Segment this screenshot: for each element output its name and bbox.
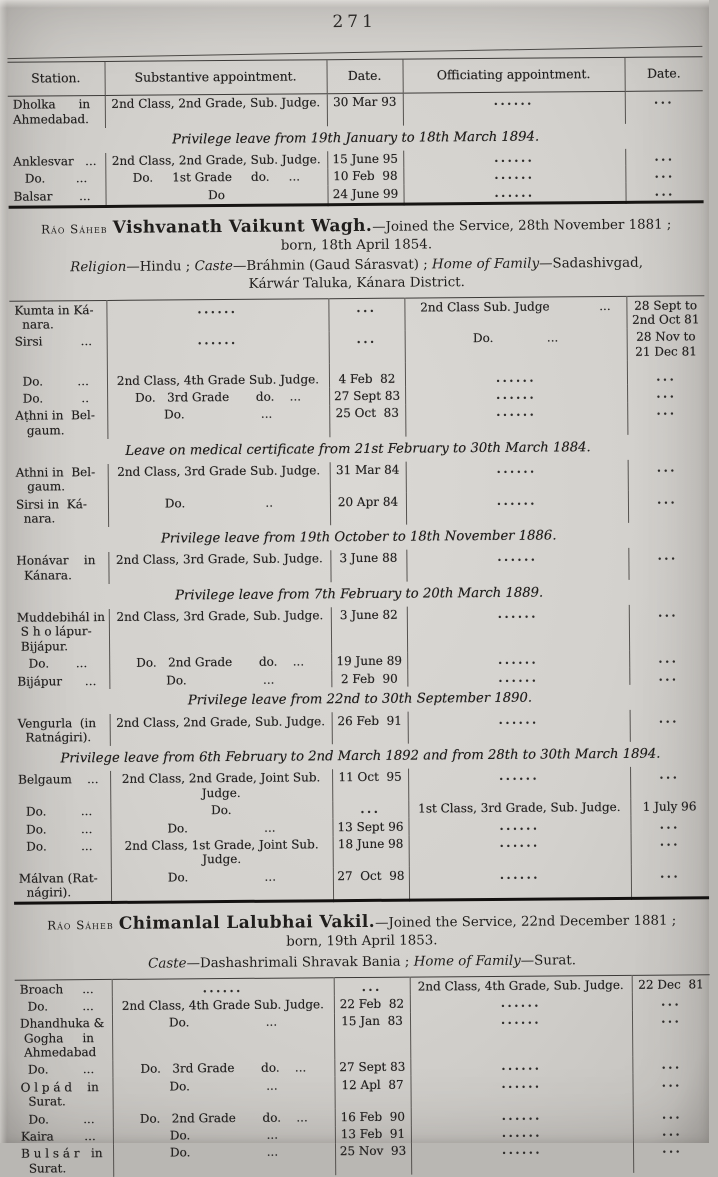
detail-part: Caste xyxy=(194,259,234,275)
cell-date: 13 Feb 91 xyxy=(335,1125,411,1143)
cell-officiating-appointment: ...... xyxy=(403,91,625,125)
cell-officiating-date: ... xyxy=(628,547,706,579)
cell-station: Do. ... xyxy=(18,821,93,837)
detail-part: Home of Family xyxy=(431,256,540,273)
cell-officiating-appointment: ...... xyxy=(407,668,629,687)
cell-officiating-date: ... xyxy=(632,1074,710,1106)
cell-substantive-appointment: 2nd Class, 3rd Grade Sub. Judge. xyxy=(108,462,330,496)
col-header-station: Station. xyxy=(7,61,104,96)
cell-substantive-appointment: 2nd Class, 2nd Grade, Sub. Judge. xyxy=(110,713,332,747)
cell-substantive-appointment: Do. ... xyxy=(112,1077,334,1111)
cell-date: 27 Sept 83 xyxy=(329,387,405,405)
cell-officiating-date: ... xyxy=(632,993,710,1011)
detail-part: —Hindu ; xyxy=(126,259,195,275)
cell-substantive-appointment: Do. ... xyxy=(109,670,331,689)
cell-station: Vengurla (in Ratnágiri). xyxy=(17,715,97,745)
cell-officiating-date: ... xyxy=(628,459,706,491)
cell-substantive-appointment: Do. ... xyxy=(112,1013,334,1061)
cell-station: Do. ... xyxy=(17,656,88,671)
cell-date: 2 Feb 90 xyxy=(331,670,407,688)
table-1-body xyxy=(8,91,704,207)
cell-station: Do. ... xyxy=(13,171,88,187)
cell-date: 15 June 95 xyxy=(327,150,403,168)
cell-substantive-appointment: Do. xyxy=(110,801,332,820)
cell-station: Aṭhni in Bel- gaum. xyxy=(15,408,95,438)
cell-station: Do. ... xyxy=(20,1062,95,1078)
cell-substantive-appointment: Do. ... xyxy=(113,1126,335,1145)
detail-part: Religion xyxy=(70,259,127,276)
cell-station: Málvan (Rat- nágiri). xyxy=(18,870,98,900)
cell-officiating-date: ... xyxy=(627,402,705,434)
cell-station: Bijápur ... xyxy=(17,673,97,689)
cell-officiating-appointment: ...... xyxy=(405,385,627,404)
cell-date: 24 June 99 xyxy=(327,185,403,204)
officer-title: Ráo Sáheb xyxy=(47,917,114,933)
cell-station: Muddebihál in S h o lápur- Bijápur. xyxy=(16,610,106,654)
service-table-1 xyxy=(7,56,703,208)
cell-date: ... xyxy=(334,977,410,995)
cell-substantive-appointment: ...... xyxy=(112,978,334,998)
cell-station: Do. ... xyxy=(18,839,93,854)
cell-substantive-appointment: Do. 3rd Grade do. ... xyxy=(112,1059,334,1078)
cell-officiating-date: ... xyxy=(632,1056,710,1074)
cell-officiating-appointment: ...... xyxy=(408,816,630,835)
cell-officiating-appointment: ...... xyxy=(407,651,629,670)
cell-officiating-appointment: 1st Class, 3rd Grade, Sub. Judge. xyxy=(408,799,630,818)
cell-officiating-appointment: ...... xyxy=(409,865,631,900)
cell-date: 31 Mar 84 xyxy=(330,461,406,493)
cell-substantive-appointment: 2nd Class, 2nd Grade, Sub. Judge. xyxy=(105,151,327,170)
detail-part: Caste xyxy=(148,955,187,972)
cell-officiating-date: ... xyxy=(633,1123,711,1141)
cell-officiating-appointment: ...... xyxy=(410,1011,632,1059)
table-header xyxy=(7,57,702,96)
cell-date: 25 Nov 93 xyxy=(335,1143,411,1175)
cell-officiating-date: ... xyxy=(630,766,708,798)
cell-date: 27 Sept 83 xyxy=(334,1059,410,1077)
cell-station: O l p á d in Surat. xyxy=(20,1079,99,1109)
cell-officiating-date: 1 July 96 xyxy=(630,798,708,816)
cell-station: Dhandhuka & Gogha in Ahmedabad xyxy=(19,1016,105,1060)
cell-officiating-date: ... xyxy=(631,833,709,865)
cell-officiating-date: ... xyxy=(629,604,707,651)
cell-officiating-date: ... xyxy=(631,865,709,899)
cell-date: 27 Oct 98 xyxy=(333,867,409,901)
leave-note: Privilege leave from 7th February to 20th March 1889. xyxy=(175,585,544,604)
cell-officiating-appointment: ...... xyxy=(408,710,630,744)
col-header-officiating: Officiating appointment. xyxy=(402,57,624,93)
detail-part: —Surat. xyxy=(520,952,577,969)
detail-part: Home of Family xyxy=(413,953,521,970)
cell-substantive-appointment: ...... xyxy=(107,331,329,365)
cell-substantive-appointment: Do xyxy=(105,185,327,206)
cell-date: 3 June 88 xyxy=(330,550,406,582)
cell-date: ... xyxy=(332,800,408,818)
cell-substantive-appointment: Do. ... xyxy=(113,1143,335,1177)
cell-officiating-appointment: 2nd Class, 4th Grade, Sub. Judge. xyxy=(410,975,632,995)
cell-substantive-appointment: 2nd Class, 3rd Grade, Sub. Judge. xyxy=(108,550,330,584)
officer-name: Vishvanath Vaikunt Wagh. xyxy=(112,215,373,238)
cell-officiating-appointment: ...... xyxy=(410,1074,632,1108)
cell-station: Do. ... xyxy=(14,373,89,389)
cell-station: Sirsi ... xyxy=(14,334,93,349)
cell-station: Sirsi in Ká- nara. xyxy=(15,496,87,526)
cell-substantive-appointment: ...... xyxy=(106,299,328,333)
cell-officiating-date: ... xyxy=(630,815,708,833)
cell-station: Do. .. xyxy=(15,391,90,406)
cell-officiating-date: ... xyxy=(632,1010,710,1057)
cell-substantive-appointment: 2nd Class, 3rd Grade, Sub. Judge. xyxy=(109,607,331,655)
officer-joined-text: —Joined the Service, 22nd December 1881 ; xyxy=(375,913,677,931)
cell-officiating-appointment: ...... xyxy=(410,993,632,1012)
cell-date: ... xyxy=(328,298,404,331)
cell-officiating-appointment: Do. ... xyxy=(405,329,627,363)
cell-date: 10 Feb 98 xyxy=(327,168,403,186)
officer-joined-text: —Joined the Service, 28th November 1881 ; xyxy=(372,217,672,235)
officer-name: Chimanlal Lalubhai Vakil. xyxy=(118,911,376,934)
cell-officiating-appointment: ...... xyxy=(411,1106,633,1125)
cell-substantive-appointment: Do. .. xyxy=(108,493,330,527)
cell-substantive-appointment: Do. 3rd Grade do. ... xyxy=(107,388,329,407)
cell-date: 3 June 82 xyxy=(331,606,407,653)
cell-date: ... xyxy=(329,330,405,362)
cell-date: 18 June 98 xyxy=(333,835,409,867)
cell-officiating-appointment: ...... xyxy=(406,548,628,582)
page-number: 271 xyxy=(332,11,377,33)
service-table-3 xyxy=(15,974,712,1177)
cell-officiating-appointment: ...... xyxy=(408,767,630,801)
leave-note: Privilege leave from 22nd to 30th September 1890. xyxy=(187,691,533,709)
table-2-body xyxy=(9,296,709,903)
cell-date: 20 Apr 84 xyxy=(330,493,406,525)
col-header-date1: Date. xyxy=(326,59,402,93)
leave-note: Leave on medical certificate from 21st February to 30th March 1884. xyxy=(125,439,591,459)
cell-date: 26 Feb 91 xyxy=(332,712,408,744)
cell-date: 25 Oct 83 xyxy=(329,404,405,436)
cell-date: 11 Oct 95 xyxy=(332,769,408,801)
officer-details xyxy=(25,951,698,974)
cell-station: Honávar in Kánara. xyxy=(16,553,96,583)
cell-station: Kaira ... xyxy=(20,1129,96,1144)
cell-officiating-appointment: ...... xyxy=(409,833,631,867)
officer-heading-wagh xyxy=(20,212,694,295)
cell-substantive-appointment: 2nd Class, 1st Grade, Joint Sub. Judge. xyxy=(111,836,333,870)
cell-substantive-appointment: Do. 2nd Grade do. ... xyxy=(109,653,331,672)
cell-station: Kumta in Ká- nara. xyxy=(14,302,94,332)
cell-station: B u l s á r in Surat. xyxy=(20,1146,103,1176)
col-header-substantive: Substantive appointment. xyxy=(104,60,326,96)
detail-part: —Dashashrimali Shravak Bania ; xyxy=(186,954,414,971)
cell-substantive-appointment: Do. ... xyxy=(111,867,333,902)
cell-officiating-date: ... xyxy=(629,667,707,685)
leave-note: Privilege leave from 19th October to 18th November 1886. xyxy=(160,528,557,547)
cell-officiating-appointment: 2nd Class Sub. Judge ... xyxy=(404,296,626,330)
cell-station: Anklesvar ... xyxy=(13,154,97,169)
cell-officiating-appointment: ...... xyxy=(411,1141,633,1175)
cell-officiating-date: ... xyxy=(627,385,705,403)
cell-station: Do. ... xyxy=(19,998,94,1014)
leave-note: Privilege leave from 19th January to 18th March 1894. xyxy=(171,129,540,148)
cell-officiating-appointment: ...... xyxy=(403,148,625,167)
cell-substantive-appointment: Do. 2nd Grade do. ... xyxy=(113,1108,335,1127)
cell-officiating-appointment: ...... xyxy=(411,1123,633,1142)
cell-officiating-appointment: ...... xyxy=(403,166,625,185)
cell-officiating-date: ... xyxy=(625,183,703,203)
col-header-date2: Date. xyxy=(624,57,702,91)
cell-date: 12 Apl 87 xyxy=(334,1076,410,1108)
cell-station: Do. ... xyxy=(18,804,93,819)
cell-officiating-appointment: ...... xyxy=(410,1057,632,1076)
cell-officiating-appointment: ...... xyxy=(405,403,627,437)
cell-station: Balsar ... xyxy=(13,188,91,204)
cell-date: 4 Feb 82 xyxy=(329,362,405,387)
detail-part: —Bráhmin (Gaud Sárasvat) ; xyxy=(232,257,433,275)
cell-officiating-date: 22 Dec 81 xyxy=(632,975,710,994)
cell-officiating-date: ... xyxy=(625,91,703,124)
cell-date: 30 Mar 93 xyxy=(327,93,403,126)
detail-part: —Sadashivgad, Kárwár Taluka, Kánara District. xyxy=(248,255,644,292)
officer-heading-vakil xyxy=(25,908,698,973)
cell-officiating-date: 28 Nov to 21 Dec 81 xyxy=(627,328,705,360)
cell-date: 15 Jan 83 xyxy=(334,1012,410,1059)
cell-officiating-appointment: ...... xyxy=(406,491,628,525)
cell-station: Dholka in Ahmedabad. xyxy=(12,97,91,127)
cell-station: Belgaum ... xyxy=(18,772,99,788)
cell-officiating-date: ... xyxy=(625,148,703,166)
cell-date: 22 Feb 82 xyxy=(334,995,410,1013)
cell-officiating-date: 28 Sept to 2nd Oct 81 xyxy=(626,296,704,329)
cell-officiating-date: ... xyxy=(627,360,705,386)
cell-officiating-date: ... xyxy=(633,1140,711,1172)
officer-details xyxy=(20,255,693,295)
leave-note: Privilege leave from 6th February to 2nd March 1892 and from 28th to 30th March 1894. xyxy=(60,746,661,767)
cell-substantive-appointment: 2nd Class, 4th Grade Sub. Judge. xyxy=(107,363,329,390)
cell-officiating-appointment: ...... xyxy=(403,183,625,204)
cell-station: Athni in Bel- gaum. xyxy=(15,465,96,495)
officer-title: Ráo Sáheb xyxy=(41,221,108,237)
cell-officiating-appointment: ...... xyxy=(406,459,628,493)
cell-station: Do. ... xyxy=(20,1111,95,1127)
cell-officiating-date: ... xyxy=(628,491,706,523)
cell-substantive-appointment: Do. ... xyxy=(107,405,329,439)
cell-station: Broach ... xyxy=(19,981,94,997)
cell-officiating-date: ... xyxy=(625,165,703,183)
service-table-2 xyxy=(9,295,709,904)
cell-substantive-appointment: 2nd Class, 4th Grade Sub. Judge. xyxy=(112,996,334,1015)
cell-date: 13 Sept 96 xyxy=(332,818,408,836)
cell-substantive-appointment: 2nd Class, 2nd Grade, Joint Sub. Judge. xyxy=(110,769,332,803)
officer-born-text: born, 18th April 1854. xyxy=(280,237,433,254)
cell-date: 19 June 89 xyxy=(331,652,407,670)
cell-officiating-appointment: ...... xyxy=(405,360,627,387)
cell-substantive-appointment: Do. 1st Grade do. ... xyxy=(105,168,327,187)
cell-officiating-date: ... xyxy=(633,1105,711,1123)
cell-officiating-date: ... xyxy=(630,710,708,742)
cell-substantive-appointment: Do. ... xyxy=(110,818,332,837)
officer-born-text: born, 19th April 1853. xyxy=(286,933,438,950)
cell-date: 16 Feb 90 xyxy=(335,1108,411,1126)
cell-substantive-appointment: 2nd Class, 2nd Grade, Sub. Judge. xyxy=(105,94,327,128)
table-3-body xyxy=(15,975,712,1177)
cell-officiating-appointment: ...... xyxy=(407,604,629,652)
cell-officiating-date: ... xyxy=(629,650,707,668)
